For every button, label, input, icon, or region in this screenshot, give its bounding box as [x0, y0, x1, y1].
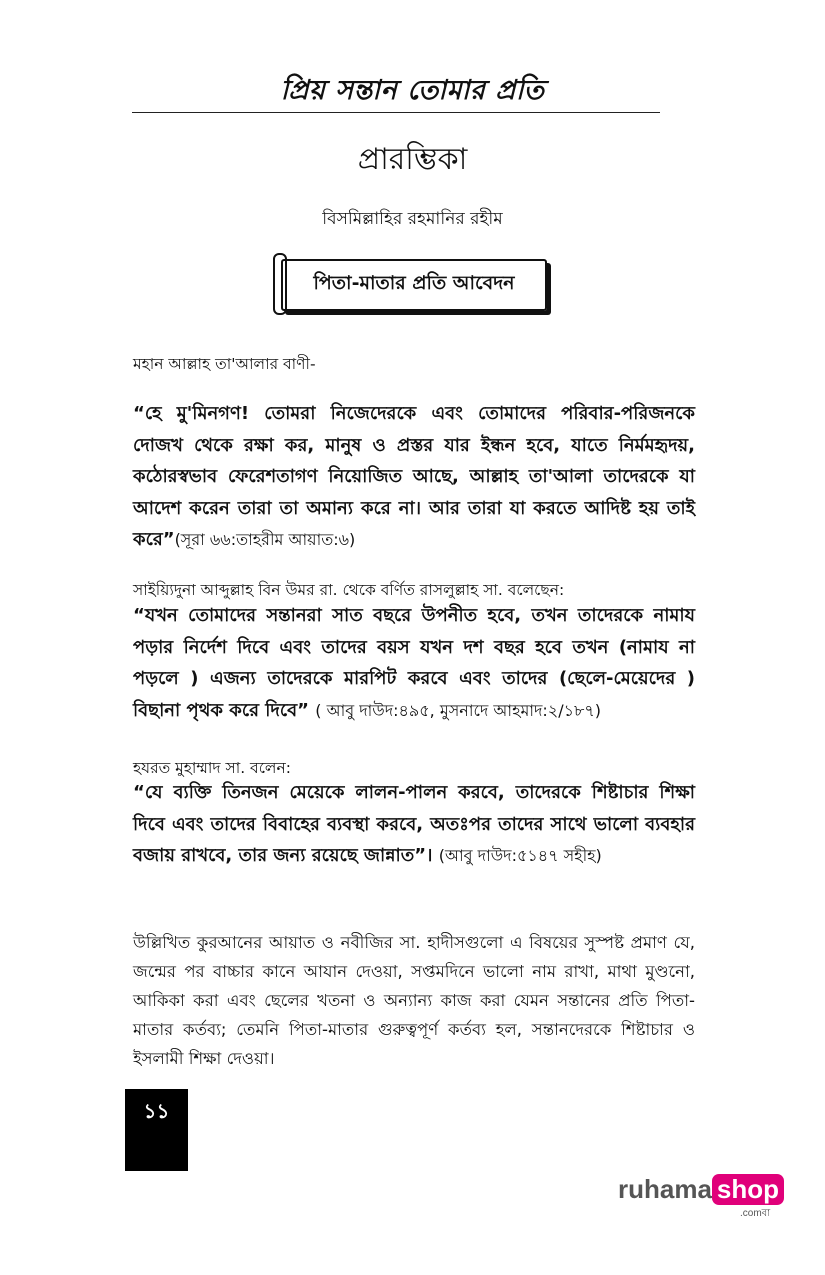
watermark-brand: ruhama	[618, 1174, 712, 1204]
bismillah-line: বিসমিল্লাহির রহমানির রহীম	[322, 209, 503, 229]
closing-paragraph: উল্লিখিত কুরআনের আয়াত ও নবীজির সা. হাদীসগুলো এ বিষয়ের সুস্পষ্ট প্রমাণ যে, জন্মের পর বাচ্চার কানে আযান দেওয়া, সপ্তমদিনে ভালো নাম রাখা, মাথা মুণ্ডনো, আকিকা করা এবং ছেলের খতনা ও অন্যান্য কাজ করা যেমন সন্তানের প্রতি পিতা-মাতার কর্তব্য; তেমনি পিতা-মাতার গুরুত্বপূর্ণ কর্তব্য হল, সন্তানদেরকে শিষ্টাচার ও ইসলামী শিক্ষা দেওয়া।	[133, 933, 695, 1068]
section-heading-box	[281, 259, 547, 311]
quote-intro-3: হযরত মুহাম্মাদ সা. বলেন:	[133, 759, 291, 777]
quote-text: “যে ব্যক্তি তিনজন মেয়েকে লালন-পালন করবে, তাদেরকে শিষ্টাচার শিক্ষা দিবে এবং তাদের বিবাহের ব্যবস্থা করবে, অতঃপর তাদের সাথে ভালো ব্যবহার বজায় রাখবে, তার জন্য রয়েছে জান্নাত”।	[133, 782, 695, 866]
section-heading: পিতা-মাতার প্রতি আবেদন	[313, 272, 515, 294]
quote-reference: (সূরা ৬৬:তাহরীম আয়াত:৬)	[174, 530, 356, 549]
quote-reference: (আবু দাউদ:৫১৪৭ সহীহ)	[438, 846, 602, 865]
quote-text: “হে মু'মিনগণ! তোমরা নিজেদেরকে এবং তোমাদের পরিবার-পরিজনকে দোজখ থেকে রক্ষা কর, মানুষ ও প্রস্তর যার ইন্ধন হবে, যাতে নির্মমহৃদয়, কঠোরস্বভাব ফেরেশতাগণ নিয়োজিত আছে, আল্লাহ তা'আলা তাদেরকে যা আদেশ করেন তারা তা অমান্য করে না। আর তারা যা করতে আদিষ্ট হয় তাই করে”	[133, 403, 695, 550]
quote-intro-2: সাইয়্যিদুনা আব্দুল্লাহ বিন উমর রা. থেকে বর্ণিত রাসলুল্লাহ সা. বলেছেন:	[133, 581, 565, 599]
running-header-title: প্রিয় সন্তান তোমার প্রতি	[280, 75, 545, 106]
watermark-shop: shop	[712, 1174, 784, 1205]
page-number: ১১	[125, 1089, 188, 1171]
quote-text: “যখন তোমাদের সন্তানরা সাত বছরে উপনীত হবে, তখন তাদেরকে নামায পড়ার নির্দেশ দিবে এবং তাদের বয়স যখন দশ বছর হবে তখন (নামায না পড়লে ) এজন্য তাদেরকে মারপিট করবে এবং তাদের (ছেলে-মেয়েদের ) বিছানা পৃথক করে দিবে”	[133, 605, 695, 721]
watermark-logo	[618, 1174, 784, 1219]
hadith-quote-2	[133, 777, 695, 872]
quote-reference: ( আবু দাউদ:৪৯৫, মুসনাদে আহমাদ:২/১৮৭)	[315, 700, 601, 720]
quote-intro-1: মহান আল্লাহ তা'আলার বাণী-	[133, 355, 316, 373]
header-rule	[132, 112, 660, 113]
chapter-title: প্রারম্ভিকা	[357, 142, 468, 177]
quran-quote	[133, 398, 695, 556]
watermark-domain: .comবা	[740, 1208, 771, 1219]
hadith-quote-1	[133, 600, 695, 726]
